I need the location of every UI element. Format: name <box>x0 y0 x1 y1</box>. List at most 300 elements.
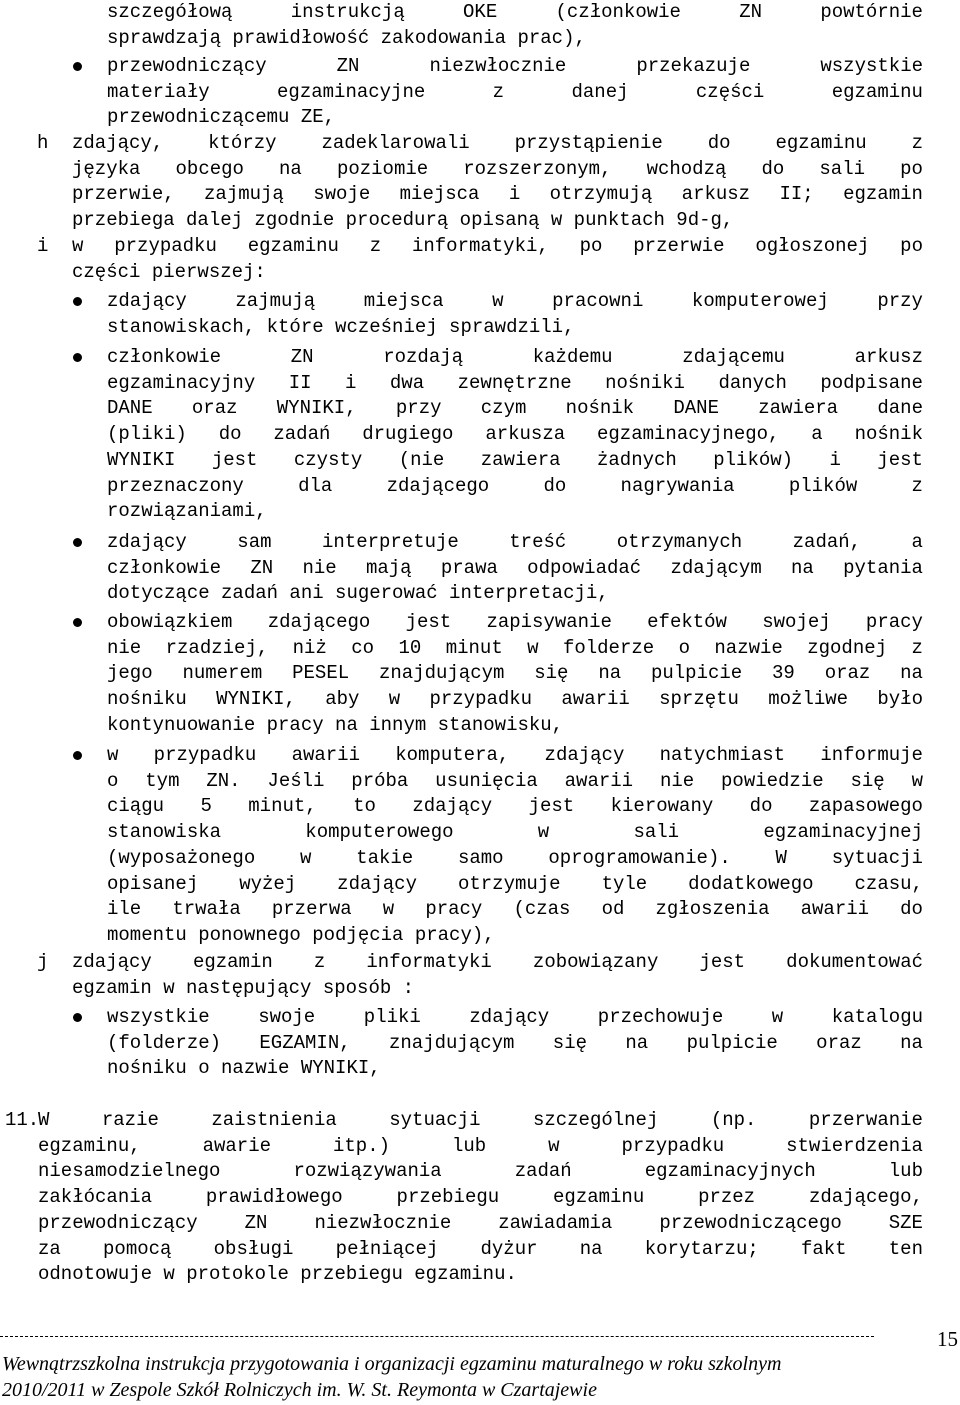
word: SZE <box>888 1211 923 1234</box>
word: niezwłocznie <box>314 1211 452 1234</box>
word: za <box>38 1237 61 1260</box>
word: otrzymanych <box>616 531 743 553</box>
word: na <box>900 662 923 685</box>
word: egzamin <box>192 951 273 973</box>
word: było <box>877 688 923 711</box>
word: przebiegu <box>396 1186 500 1209</box>
word: (czas <box>513 898 571 921</box>
bullet-marker <box>73 62 82 71</box>
word: obcego <box>175 157 244 180</box>
word: przypadku <box>621 1134 725 1157</box>
word: zajmują <box>235 290 316 312</box>
word: sali <box>819 157 866 180</box>
word: oraz <box>824 662 871 685</box>
word: (pliki) <box>107 423 187 446</box>
word: zgodnej <box>807 636 888 659</box>
word: do <box>761 157 785 180</box>
word: zdający <box>107 531 187 553</box>
word: swoje <box>313 183 371 206</box>
word: członkowie <box>107 556 222 579</box>
word: z <box>911 132 923 154</box>
text-line <box>107 371 923 397</box>
text-line <box>107 687 923 713</box>
word: czasu, <box>854 872 923 895</box>
word: przechowuje <box>597 1006 724 1028</box>
word: zdający <box>337 872 417 895</box>
text-line: sprawdzają prawidłowość zakodowania prac), <box>107 26 586 49</box>
word: egzaminu <box>831 80 923 103</box>
word: dwa <box>389 371 425 394</box>
text-line <box>107 345 923 371</box>
word: II <box>288 371 312 394</box>
word: obsługi <box>213 1237 294 1260</box>
word: wyżej <box>239 872 297 895</box>
word: zawiera <box>758 397 839 420</box>
word: sam <box>237 531 272 553</box>
word: arkusz <box>681 183 751 206</box>
word: lub <box>451 1134 487 1157</box>
word: komputerowego <box>305 821 454 844</box>
word: WYNIKI <box>107 448 176 471</box>
word: samo <box>457 846 504 869</box>
word: zawiadamia <box>498 1211 613 1234</box>
word: ZN <box>336 55 360 77</box>
word: pracowni <box>552 290 644 312</box>
word: pełniącej <box>335 1237 439 1260</box>
word: danej <box>571 80 629 103</box>
word: egzaminacyjnego, <box>597 423 780 446</box>
word: nie <box>302 556 337 579</box>
word: dyżur <box>480 1237 538 1260</box>
word: Jeśli <box>267 769 325 792</box>
word: zdającego <box>267 611 371 633</box>
word: po <box>900 157 923 180</box>
list-marker: h <box>37 132 49 154</box>
word: dane <box>877 397 923 420</box>
text-line: kontynuowanie pracy na innym stanowisku, <box>107 713 564 736</box>
word: ciągu <box>107 795 165 818</box>
word: awarie <box>202 1134 272 1157</box>
word: zadeklarowali <box>321 132 470 154</box>
word: numerem <box>182 662 263 685</box>
text-line <box>107 661 923 687</box>
word: przystąpienie <box>514 132 663 154</box>
word: na <box>279 157 302 180</box>
word: niesamodzielnego <box>38 1160 221 1183</box>
word: w <box>492 290 504 312</box>
word: na <box>625 1031 649 1054</box>
text-line <box>107 820 923 846</box>
word: powiedzie <box>721 769 824 792</box>
word: w <box>107 744 119 766</box>
word: w <box>382 898 395 921</box>
text-line <box>72 234 923 260</box>
word: DANE <box>107 397 153 420</box>
word: w <box>527 636 539 659</box>
word: szczególnej <box>532 1109 659 1131</box>
word: obowiązkiem <box>107 611 233 633</box>
word: zdającego, <box>808 1186 923 1209</box>
word: odpowiadać <box>527 556 642 579</box>
text-line: przewodniczącemu ZE, <box>107 106 336 129</box>
word: zdający <box>469 1006 550 1028</box>
word: ten <box>888 1237 923 1260</box>
word: materiały <box>107 80 210 103</box>
word: (np. <box>710 1109 757 1131</box>
word: zdający <box>412 795 493 818</box>
text-line: momentu ponownego podjęcia pracy), <box>107 923 495 946</box>
word: (folderze) <box>107 1031 222 1054</box>
word: którzy <box>208 132 277 154</box>
word: zajmują <box>204 183 284 206</box>
word: do <box>218 423 242 446</box>
word: W <box>775 846 787 869</box>
text-line <box>107 610 923 636</box>
word: zawiera <box>480 448 561 471</box>
word: egzaminacyjnych <box>644 1160 816 1183</box>
word: plików) <box>713 448 794 471</box>
word: nie <box>107 636 142 659</box>
text-line <box>72 157 923 183</box>
bullet-marker <box>73 751 82 760</box>
word: w <box>537 821 550 844</box>
word: komputerowej <box>691 290 829 312</box>
word: stanowiska <box>107 821 222 844</box>
word: powtórnie <box>820 1 923 23</box>
word: plików <box>788 474 858 497</box>
word: nośniku <box>107 688 187 711</box>
word: rzadziej, <box>165 636 269 659</box>
word: w <box>911 769 923 792</box>
word: do <box>707 132 731 154</box>
text-line <box>72 950 923 976</box>
word: i <box>829 448 841 471</box>
word: trwała <box>172 898 241 921</box>
word: treść <box>509 531 567 553</box>
word: otrzymują <box>549 183 653 206</box>
word: i <box>345 371 357 394</box>
word: z <box>911 636 923 659</box>
text-line <box>107 530 923 556</box>
word: aby <box>325 688 360 711</box>
word: korytarzu; <box>644 1237 759 1260</box>
word: ile <box>107 898 142 921</box>
word: awarii <box>291 744 360 766</box>
text-line: części pierwszej: <box>72 260 266 283</box>
word: się <box>534 662 569 685</box>
list-marker: 11. <box>5 1109 40 1131</box>
text-line <box>107 872 923 898</box>
word: wszystkie <box>820 55 923 77</box>
word: przekazuje <box>636 55 751 77</box>
word: natychmiast <box>659 744 786 766</box>
word: z <box>911 474 923 497</box>
word: podpisane <box>820 371 923 394</box>
word: przez <box>698 1186 756 1209</box>
word: części <box>695 80 765 103</box>
word: przypadku <box>429 688 533 711</box>
text-line <box>38 1237 923 1263</box>
word: awarii <box>561 688 630 711</box>
word: efektów <box>647 611 727 633</box>
word: 5 <box>200 795 212 818</box>
word: w <box>771 1006 784 1028</box>
word: egzaminu <box>553 1186 645 1209</box>
word: sali <box>633 821 680 844</box>
word: co <box>351 636 375 659</box>
text-line: stanowiskach, które wcześniej sprawdzili, <box>107 315 575 338</box>
word: otrzymuje <box>457 872 561 895</box>
list-marker: i <box>37 235 49 257</box>
word: zapasowego <box>808 795 923 818</box>
word: pytania <box>843 556 923 579</box>
word: zdający, <box>72 132 164 154</box>
word: (nie <box>398 448 445 471</box>
word: sytuacji <box>389 1109 481 1131</box>
word: a <box>811 423 823 446</box>
text-line: odnotowuje w protokole przebiegu egzaminu. <box>38 1263 517 1286</box>
text-line <box>107 422 923 448</box>
word: mają <box>365 556 412 579</box>
word: przy <box>877 290 923 312</box>
text-line <box>72 182 923 208</box>
word: czym <box>480 397 527 420</box>
word: egzaminu, <box>38 1134 141 1157</box>
text-line: rozwiązaniami, <box>107 500 267 523</box>
word: na <box>579 1237 603 1260</box>
word: itp.) <box>332 1134 390 1157</box>
word: rozwiązywania <box>293 1160 442 1183</box>
word: przeznaczony <box>107 474 244 497</box>
word: egzamin <box>843 183 923 206</box>
word: WYNIKI, <box>216 688 296 711</box>
word: prawa <box>440 556 498 579</box>
word: II; <box>779 183 814 206</box>
word: sprzętu <box>659 688 739 711</box>
word: przewodniczący <box>38 1211 198 1234</box>
text-line <box>107 556 923 582</box>
word: arkusza <box>485 423 566 446</box>
word: czysty <box>293 448 363 471</box>
word: zdającemu <box>682 346 785 368</box>
text-line <box>38 1134 923 1160</box>
word: niezwłocznie <box>429 55 567 77</box>
word: z <box>313 951 326 973</box>
word: arkusz <box>854 346 923 368</box>
word: miejsca <box>363 290 444 312</box>
word: do <box>749 795 773 818</box>
word: folderze <box>562 636 655 659</box>
word: W <box>38 1109 50 1131</box>
text-line <box>38 1211 923 1237</box>
word: możliwe <box>768 688 849 711</box>
word: znajdującym <box>378 662 505 685</box>
word: komputera, <box>395 744 510 766</box>
text-line: dotyczące zadań ani sugerować interpretacji, <box>107 582 609 605</box>
word: przy <box>395 397 442 420</box>
word: po <box>579 235 603 257</box>
word: nośniki <box>605 371 685 394</box>
word: pracy <box>425 898 483 921</box>
word: swojej <box>762 611 831 633</box>
word: się <box>850 769 885 792</box>
word: po <box>900 235 923 257</box>
word: egzaminu <box>775 132 867 154</box>
word: zdający <box>72 951 152 973</box>
bullet-marker <box>73 297 82 306</box>
word: a <box>911 531 923 553</box>
list-marker: j <box>37 951 49 973</box>
footer-divider <box>0 1336 874 1337</box>
word: oraz <box>816 1031 862 1054</box>
word: przypadku <box>153 744 257 766</box>
word: 10 <box>398 636 422 659</box>
text-line <box>107 794 923 820</box>
footer-line-1: Wewnątrzszkolna instrukcja przygotowania i organizacji egzaminu maturalnego w roku szkolnym <box>2 1353 782 1375</box>
word: swoje <box>258 1006 316 1028</box>
word: usunięcia <box>435 769 538 792</box>
text-line <box>107 0 923 26</box>
word: przerwie <box>633 235 725 257</box>
word: drugiego <box>362 423 454 446</box>
text-line <box>107 846 923 872</box>
word: w <box>72 235 84 257</box>
word: jest <box>877 448 923 471</box>
word: tym <box>145 769 180 792</box>
text-line <box>107 769 923 795</box>
word: niż <box>292 636 327 659</box>
word: próba <box>351 769 409 792</box>
word: wszystkie <box>107 1006 210 1028</box>
word: zewnętrzne <box>457 371 572 394</box>
text-line <box>38 1185 923 1211</box>
word: rozdają <box>383 346 464 368</box>
word: jest <box>699 951 746 973</box>
word: kierowany <box>610 795 714 818</box>
word: interpretuje <box>321 531 459 553</box>
word: takie <box>356 846 414 869</box>
bullet-marker <box>73 1013 82 1022</box>
text-line <box>38 1159 923 1185</box>
text-line: egzamin w następujący sposób : <box>72 976 415 999</box>
text-line <box>107 396 923 422</box>
word: fakt <box>800 1237 847 1260</box>
word: prawidłowego <box>205 1186 343 1209</box>
page-number: 15 <box>937 1327 958 1351</box>
word: zadań, <box>792 531 862 553</box>
word: do <box>543 474 567 497</box>
word: znajdującym <box>389 1031 515 1054</box>
text-line <box>107 289 923 315</box>
text-line <box>107 448 923 474</box>
word: pomocą <box>103 1237 172 1260</box>
word: dla <box>298 474 333 497</box>
word: przerwa <box>271 898 352 921</box>
word: zapisywanie <box>486 611 612 633</box>
word: zdającym <box>670 556 762 579</box>
word: ZN <box>739 1 763 23</box>
word: z <box>369 235 382 257</box>
word: dokumentować <box>786 951 923 973</box>
word: ZN. <box>206 769 241 792</box>
word: OKE <box>463 1 498 23</box>
word: do <box>900 898 923 921</box>
word: rozszerzonym, <box>463 157 612 180</box>
word: katalogu <box>831 1006 923 1028</box>
word: szczegółową <box>107 1 233 23</box>
word: razie <box>101 1109 159 1131</box>
word: pliki <box>363 1006 421 1028</box>
word: i <box>508 183 521 206</box>
word: opisanej <box>107 872 199 895</box>
word: członkowie <box>107 346 222 368</box>
text-line: przebiega dalej zgodnie procedurą opisaną w punktach 9d-g, <box>72 209 734 232</box>
text-line <box>107 54 923 80</box>
word: ZN <box>244 1211 268 1234</box>
word: przerwie, <box>72 183 175 206</box>
word: jest <box>405 611 452 633</box>
text-line <box>107 897 923 923</box>
word: pracy <box>865 611 923 633</box>
bullet-marker <box>73 618 82 627</box>
word: egzaminu <box>247 235 339 257</box>
word: w <box>388 688 401 711</box>
word: WYNIKI, <box>276 397 357 420</box>
word: instrukcją <box>290 1 405 23</box>
word: nazwie <box>714 636 783 659</box>
word: zadań <box>514 1160 572 1183</box>
word: ZN <box>250 556 274 579</box>
word: poziomie <box>336 157 429 180</box>
word: z <box>492 80 505 103</box>
word: zdającego <box>386 474 490 497</box>
word: zobowiązany <box>532 951 659 973</box>
word: przewodniczącego <box>659 1211 842 1234</box>
word: pulpicie <box>650 662 743 685</box>
word: zadań <box>273 423 331 446</box>
word: informuje <box>820 744 923 766</box>
word: to <box>353 795 376 818</box>
text-line <box>38 1108 923 1134</box>
word: 39 <box>772 662 795 685</box>
word: tyle <box>601 872 648 895</box>
word: zdający <box>544 744 625 766</box>
word: zaistnienia <box>211 1109 337 1131</box>
word: każdemu <box>532 346 613 368</box>
word: minut, <box>248 795 317 818</box>
text-line <box>107 474 923 500</box>
word: informatyki <box>366 951 492 973</box>
word: informatyki, <box>411 235 549 257</box>
word: w <box>548 1134 560 1157</box>
word: ZN <box>290 346 314 368</box>
footer-line-2: 2010/2011 w Zespole Szkół Rolniczych im. W. St. Reymonta w Czartajewie <box>2 1379 597 1401</box>
word: nośnik <box>565 397 635 420</box>
word: EGZAMIN, <box>259 1031 351 1054</box>
word: DANE <box>673 397 719 420</box>
word: wchodzą <box>646 157 727 180</box>
word: dodatkowego <box>688 872 814 895</box>
word: języka <box>72 157 141 180</box>
word: egzaminacyjnej <box>763 821 923 844</box>
word: zgłoszenia <box>655 898 770 921</box>
word: stwierdzenia <box>786 1134 923 1157</box>
text-line: nośniku o nazwie WYNIKI, <box>107 1057 381 1080</box>
word: egzaminacyjne <box>277 80 426 103</box>
word: jest <box>211 448 258 471</box>
word: od <box>601 898 625 921</box>
word: nie <box>659 769 695 792</box>
